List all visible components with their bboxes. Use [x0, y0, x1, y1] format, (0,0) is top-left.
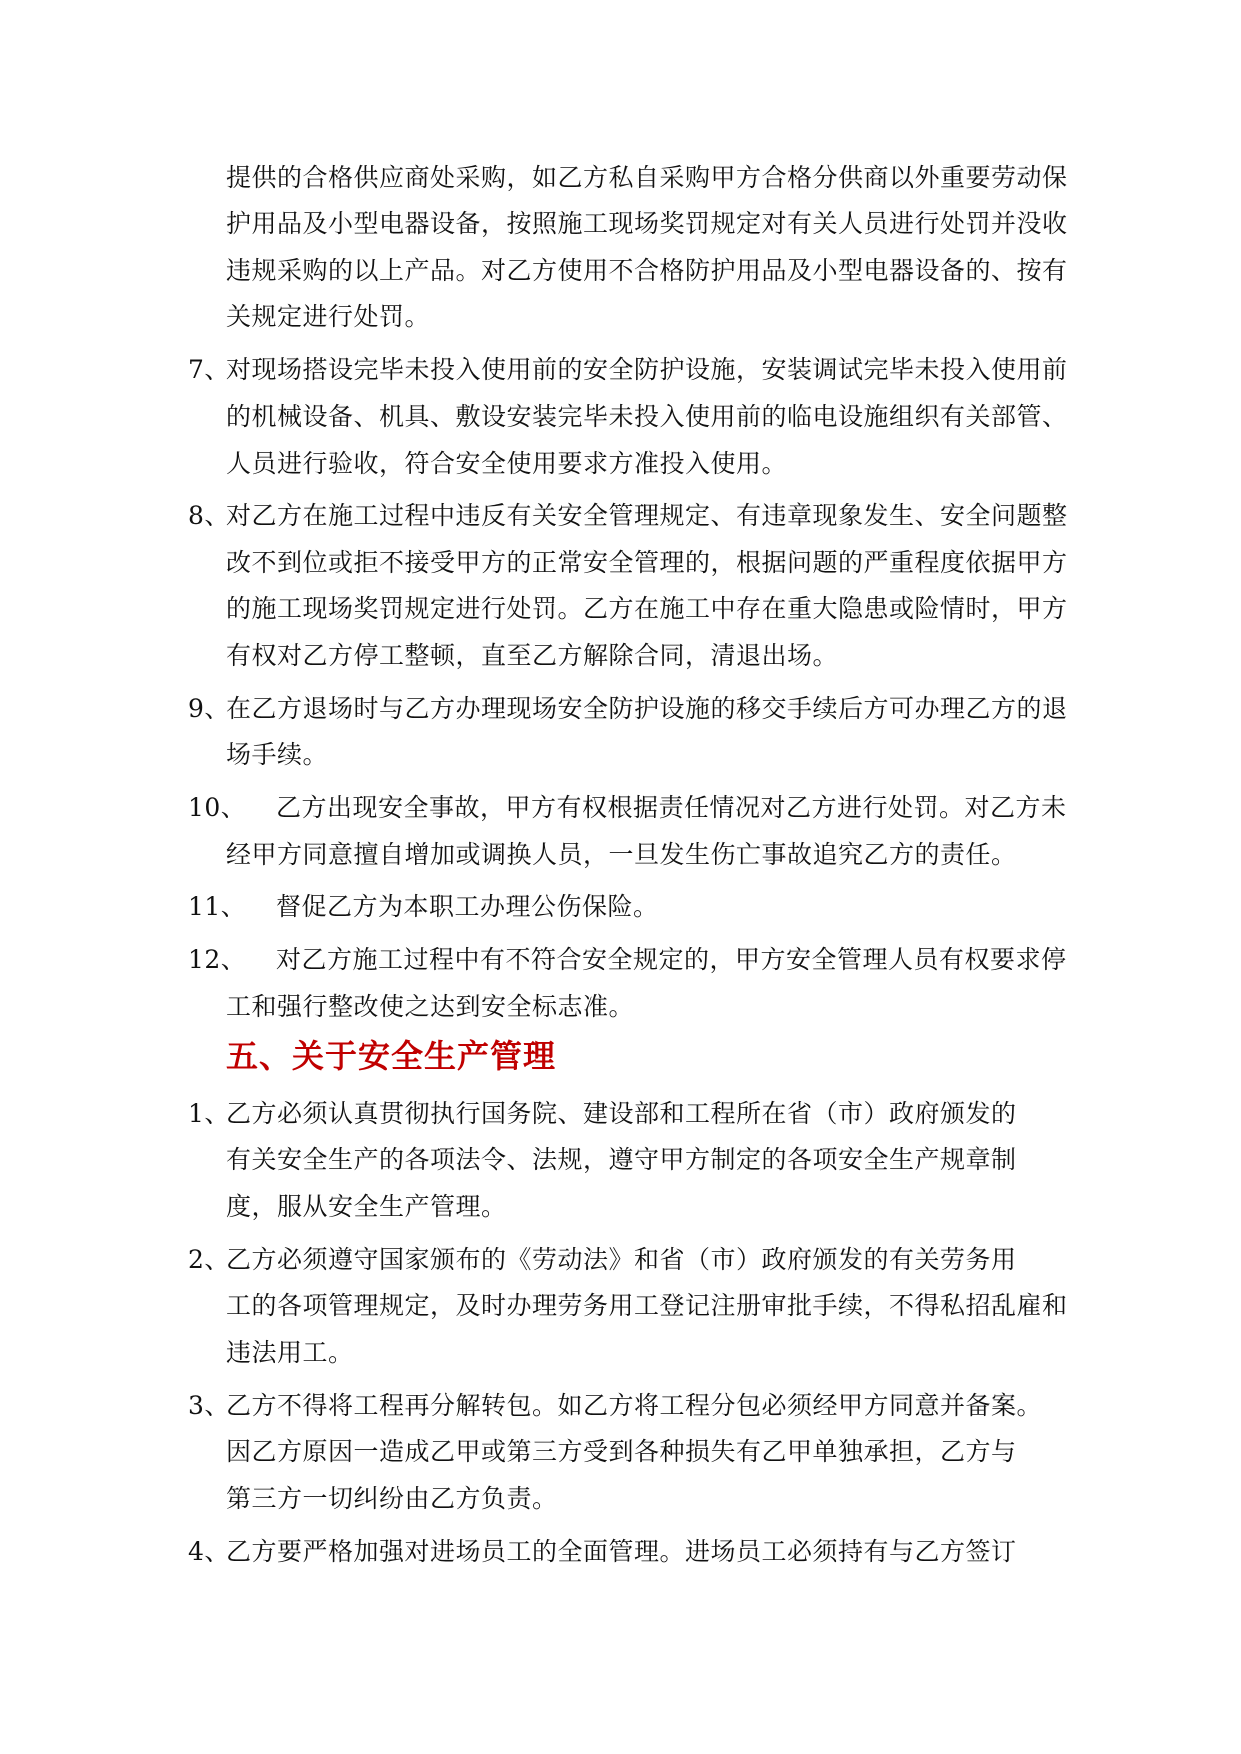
list-item-line: 乙方必须认真贯彻执行国务院、建设部和工程所在省（市）政府颁发的	[226, 1099, 1017, 1128]
list-item-line: 度，服从安全生产管理。	[226, 1192, 507, 1221]
list-item-number: 10、	[188, 793, 247, 822]
list-item-line: 在乙方退场时与乙方办理现场安全防护设施的移交手续后方可办理乙方的退	[226, 694, 1068, 723]
list-item-line: 对现场搭设完毕未投入使用前的安全防护设施，安装调试完毕未投入使用前	[226, 355, 1068, 384]
list-item-line: 有权对乙方停工整顿，直至乙方解除合同，清退出场。	[226, 641, 839, 670]
list-item-number: 2、	[188, 1245, 230, 1274]
list-item-number: 8、	[188, 501, 230, 530]
list-item-line: 人员进行验收，符合安全使用要求方准投入使用。	[226, 449, 788, 478]
list-item-line: 的施工现场奖罚规定进行处罚。乙方在施工中存在重大隐患或险情时，甲方	[226, 594, 1068, 623]
list-item-line: 的机械设备、机具、敷设安装完毕未投入使用前的临电设施组织有关部管、	[226, 402, 1068, 431]
intro-line: 护用品及小型电器设备，按照施工现场奖罚规定对有关人员进行处罚并没收	[226, 209, 1068, 238]
list-item-line: 违法用工。	[226, 1338, 354, 1367]
intro-line: 关规定进行处罚。	[226, 302, 431, 331]
list-item-line: 改不到位或拒不接受甲方的正常安全管理的，根据问题的严重程度依据甲方	[226, 548, 1068, 577]
list-item-line: 经甲方同意擅自增加或调换人员，一旦发生伤亡事故追究乙方的责任。	[226, 840, 1017, 869]
intro-line: 提供的合格供应商处采购，如乙方私自采购甲方合格分供商以外重要劳动保	[226, 163, 1068, 192]
list-item-line: 工和强行整改使之达到安全标志准。	[226, 992, 635, 1021]
list-item-line: 乙方不得将工程再分解转包。如乙方将工程分包必须经甲方同意并备案。	[226, 1391, 1043, 1420]
list-item-number: 3、	[188, 1391, 230, 1420]
list-item-number: 11、	[188, 892, 247, 921]
list-item-number: 9、	[188, 694, 230, 723]
list-item-line: 对乙方施工过程中有不符合安全规定的，甲方安全管理人员有权要求停	[276, 945, 1067, 974]
list-item-line: 乙方必须遵守国家颁布的《劳动法》和省（市）政府颁发的有关劳务用	[226, 1245, 1017, 1274]
intro-line: 违规采购的以上产品。对乙方使用不合格防护用品及小型电器设备的、按有	[226, 256, 1068, 285]
list-item-number: 1、	[188, 1099, 230, 1128]
list-item-number: 4、	[188, 1537, 230, 1566]
list-item-line: 场手续。	[226, 740, 329, 769]
list-item-number: 12、	[188, 945, 247, 974]
list-item-line: 对乙方在施工过程中违反有关安全管理规定、有违章现象发生、安全问题整	[226, 501, 1068, 530]
list-item-line: 乙方出现安全事故，甲方有权根据责任情况对乙方进行处罚。对乙方未	[276, 793, 1067, 822]
list-item-line: 因乙方原因一造成乙甲或第三方受到各种损失有乙甲单独承担，乙方与	[226, 1437, 1017, 1466]
list-item-number: 7、	[188, 355, 230, 384]
list-item-line: 有关安全生产的各项法令、法规，遵守甲方制定的各项安全生产规章制	[226, 1145, 1017, 1174]
list-item-line: 工的各项管理规定，及时办理劳务用工登记注册审批手续，不得私招乱雇和	[226, 1291, 1068, 1320]
list-item-line: 乙方要严格加强对进场员工的全面管理。进场员工必须持有与乙方签订	[226, 1537, 1017, 1566]
list-item-line: 第三方一切纠纷由乙方负责。	[226, 1484, 558, 1513]
list-item-line: 督促乙方为本职工办理公伤保险。	[276, 892, 659, 921]
section-heading: 五、关于安全生产管理	[226, 1037, 557, 1075]
